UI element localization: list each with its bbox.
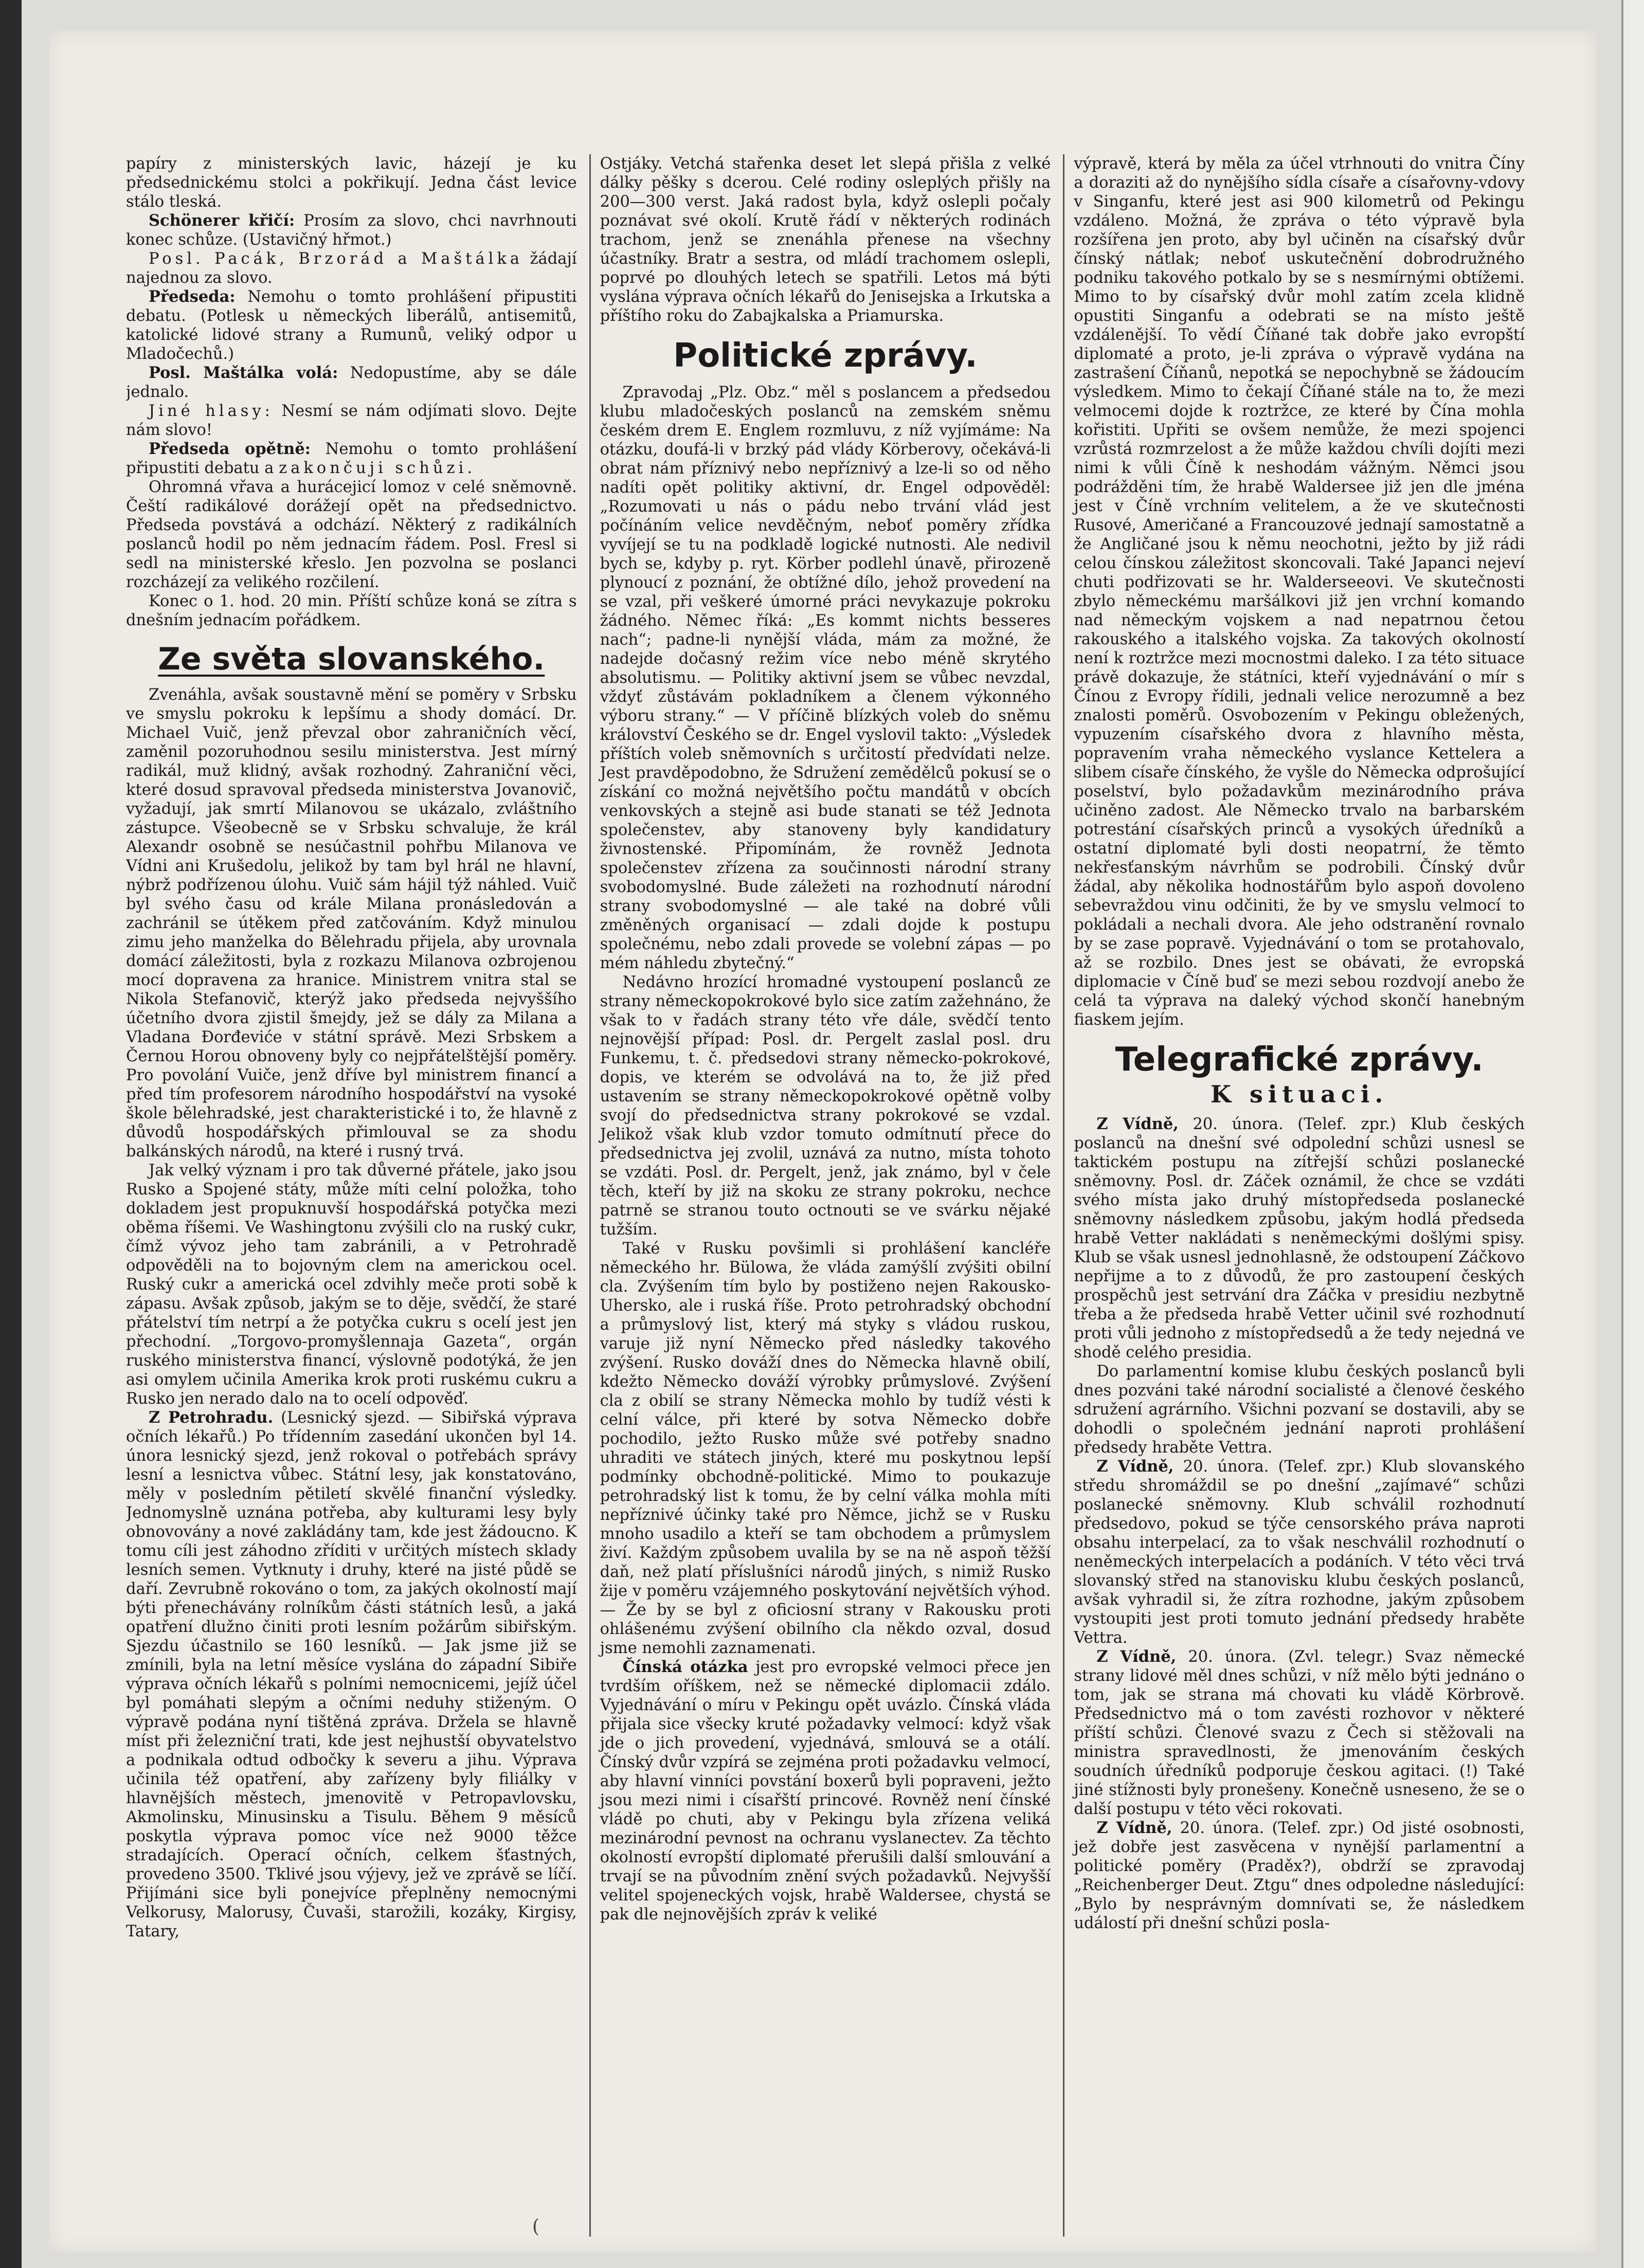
article-text bbox=[1074, 1647, 1525, 1819]
dispatch-text: 20. února. (Zvl. telegr.) Svaz německé strany lidové měl dnes schůzi, v níž mělo býti jednáno o tom, jak se strana má chovati ku vládě Körbrově. Předsednictvo má o tom zavésti rozhovor v některé příští schůzi. Členové svazu z Čech si stěžovali na ministra spravedlnosti, že jmenováním českých soudních úředníků podporuje českou agitaci. (!) Také jiné stížnosti byly pronešeny. Konečně usneseno, že se o další postupu v této věci rokovati. bbox=[1074, 1648, 1525, 1818]
dateline: Z Vídně, bbox=[1096, 1819, 1172, 1837]
speech-text: Nemohu o tomto prohlášení připustiti debatu a bbox=[126, 440, 577, 477]
article-text: Nedávno hrozící hromadné vystoupení poslanců ze strany německopokrokové bylo sice zatím zažehnáno, že však to v řadách strany této vře dále, svědčí tento nejnovější případ: Posl. dr. Pergelt zaslal posl. dru Funkemu, t. č. předsedovi strany německo-pokrokové, dopis, ve kterém se odvolává na to, že již před ustavením se strany německopokrokové opětně volby svojí do předsednictva strany pokrokové se vzdal. Jelikož však klub vzdor tomuto odmítnutí přece do předsednictva jej zvolil, uznává za nutno, místa tohoto se vzdáti. Posl. dr. Pergelt, jenž, jak známo, byl v čele těch, kteří by již na skoku ze strany pokroku, nechce patrně se stranou touto octnouti se ve svárku nějaké tužším. bbox=[600, 973, 1051, 1239]
topic-label: Čínská otázka bbox=[622, 1658, 748, 1676]
speaker-names: Posl. Pacák, Brzorád a Maštálka bbox=[149, 250, 523, 268]
article-text bbox=[126, 211, 577, 249]
dispatch-text: 20. února. (Telef. zpr.) Klub českých poslanců na dnešní své odpolední schůzi usnesl se taktickém postupu na zítřejší schůzi poslanecké sněmovny. Posl. dr. Záček oznámil, že chce se vzdáti svého místa jako druhý místopředseda poslanecké sněmovny následkem způsobu, jakým hodlá předseda hrabě Vetter nakládati s neněmeckými došlými spisy. Klub se však usnesl jednohlasně, že odstoupení Záčkovo nepřijme a to z důvodů, že pro zastoupení českých prospěchů jest setrvání dra Záčka v presidiu nezbytně třeba a že předseda hrabě Vetter učinil své rozhodnutí proti vůli jednoho z místopředsedů a že tedy nejedná ve shodě celého presidia. bbox=[1074, 1115, 1525, 1362]
article-text: Také v Rusku povšimli si prohlášení kancléře německého hr. Bülowa, že vláda zamýšlí zvýšiti obilní cla. Zvýšením tím bylo by postiženo nejen Rakousko-Uhersko, ale i ruská říše. Proto petrohradský obchodní a průmyslový list, který má styky s vládou ruskou, varuje již nyní Německo před následky takového zvýšení. Rusko dováží dnes do Německa hlavně obilí, kdežto Německo dováží výrobky průmyslové. Zvýšení cla z obilí se strany Německa mohlo by tudíž vésti k celní válce, při které by sotva Německo dobře pochodilo, ježto Rusko může své potřeby snadno uhraditi ve státech jiných, které mu poskytnou lepší podmínky obchodně-politické. Mimo to poukazuje petrohradský list k tomu, že by celní válka mohla míti nepříznivé účinky také pro Němce, jichž se v Rusku mnoho usadilo a kteří se tam obchodem a průmyslem živí. Každým způsobem uvalila by se na ně aspoň těžší daň, než platí příslušníci národů jiných, s nimiž Rusko žije v poměru vzájemného poskytování největších výhod. — Že by se byl z oficiosní strany v Rakousku proti ohlášenému zvýšení obilního cla někdo ozval, dosud jsme nemohli zaznamenati. bbox=[600, 1240, 1051, 1657]
dispatch-text: 20. února. (Telef. zpr.) Od jisté osobnosti, jež dobře jest zasvěcena v nynější parlamentní a politické poměry (Praděx?), obdrží se zpravodaj „Reichenberger Deut. Ztgu“ dnes odpoledne následující: „Bylo by nesprávným domnívati se, že následkem událostí při dnešní schůzi posla- bbox=[1074, 1819, 1525, 1932]
article-text bbox=[126, 440, 577, 478]
scan-right-edge bbox=[1621, 0, 1644, 2268]
article-text: papíry z ministerských lavic, házejí je ku předsednickému stolci a pokřikují. Jedna část levice stálo tleská. bbox=[126, 155, 577, 211]
section-heading-telegraphic-news: Telegrafické zprávy. bbox=[1115, 1041, 1484, 1079]
article-text: Do parlamentní komise klubu českých poslanců byli dnes pozváni také národní socialisté a členové českého sdružení agrárního. Všichni pozvaní se dostavili, aby se dohodli o společném jednání naproti prohlášení předsedy hraběte Vettra. bbox=[1074, 1363, 1525, 1457]
article-text bbox=[1074, 1457, 1525, 1647]
subheading-situation: K situaci. bbox=[1210, 1080, 1388, 1108]
dispatch-text: (Lesnický sjezd. — Sibiřská výprava očních lékařů.) Po třídenním zasedání ukončen byl 14. února lesnický sjezd, jenž rokoval o potřebách správy lesní a lesnictva vůbec. Státní lesy, jak konstatováno, měly v posledním pětiletí skvělé finanční výsledky. Jednomyslně uznána potřeba, aby kulturami lesy byly obnovovány a nové zakládány tam, kde jest žádoucno. K tomu cíli jest záhodno zříditi v určitých místech sklady lesních semen. Vytknuty i druhy, které na jisté půdě se daří. Zevrubně rokováno o tom, za jakých okolností mají býti přenechávány rolníkům části státních lesů, a jaká opatření dlužno činiti proti lesním požárům sibiřským. Sjezdu účastnilo se 160 lesníků. — Jak jsme již se zmínili, byla na letní měsíce vyslána do západní Sibiře výprava očních lékařů s polními nemocnicemi, jejíž účel byl pomáhati slepým a očními neduhy stiženým. O výpravě podána nyní tištěná zpráva. Držela se hlavně míst při železniční trati, kde jest nejhustší obyvatelstvo a podnikala odtud odbočky k severu a jihu. Výprava učinila též opatření, aby zařízeny byly filiálky v hlavnějších městech, jmenovitě v Petropavlovsku, Akmolinsku, Minusinsku a Tisulu. Během 9 měsíců poskytla výprava pomoc více než 9000 těžce stradajících. Operací očních, celkem šťastných, provedeno 3500. Tklivé jsou výjevy, jež ve zprávě se líčí. Přijímáni sice byli ponejvíce přeplněny nemocnými Velkorusy, Malorusy, Čuvaši, starožili, kozáky, Kirgisy, Tatary, bbox=[126, 1409, 577, 1940]
speaker-label: Jiné hlasy: bbox=[149, 402, 274, 420]
dateline: Z Vídně, bbox=[1096, 1457, 1174, 1476]
section-heading-slavic-world: Ze světa slovanského. bbox=[158, 641, 545, 677]
article-text bbox=[1074, 1819, 1525, 1933]
article-text bbox=[1074, 1115, 1525, 1362]
scan-binding-edge bbox=[0, 0, 22, 2268]
speech-text: Prosím za slovo, chci navrhnouti konec schůze. (Ustavičný hřmot.) bbox=[126, 212, 577, 249]
dateline: Z Vídně, bbox=[1096, 1647, 1177, 1666]
speaker-label: Posl. Maštálka volá: bbox=[149, 364, 338, 382]
article-text bbox=[600, 1658, 1051, 1924]
speech-text: Nemohu o tomto prohlášení připustiti debatu. (Potlesk u německých liberálů, antisemitů, katolické lidové strany a Rumunů, veliký odpor u Mladočechů.) bbox=[126, 288, 577, 363]
article-text: Ostjáky. Vetchá stařenka deset let slepá přišla z velké dálky pěšky s dcerou. Celé rodiny osleplých přišly na 200—300 verst. Jaká radost byla, když oslepli počaly poznávat své okolí. Krutě řádí v některých rodinách trachom, jenž se znenáhla přenese na všechny účastníky. Bratr a sestra, od mládí trachomem oslepli, poprvé po dlouhých letech se spatřili. Letos má býti vyslána výprava očních lékařů do Jenisejska a Irkutska a příštího roku do Zabajkalska a Priamurska. bbox=[600, 155, 1051, 325]
article-text: Zpravodaj „Plz. Obz.“ měl s poslancem a předsedou klubu mladočeských poslanců na zemském sněmu českém drem E. Englem rozmluvu, z níž vyjímáme: Na otázku, doufá-li v brzký pád vlády Körberovy, očekává-li obrat nám příznivý nebo nepříznivý a lze-li so od něho nadíti opět politiky aktivní, dr. Engel odpověděl: „Rozumovati u nás o pádu nebo trvání vlád jest počínáním velice nevděčným, neboť poměry zřídka vyvíjejí se tu na podkladě logické nutnosti. Ale nedivil bych se, kdyby p. ryt. Körber podlehl únavě, přirozeně plynoucí z poznání, že obtížné dílo, jehož provedení na se vzal, při veškeré úmorné práci nevykazuje pokroku žádného. Němec říká: „Es kommt nichts besseres nach“; padne-li nynější vláda, mám za možné, že nadejde dočasný režim více nebo méně skrytého absolutismu. — Politiky aktivní jsem se vůbec nevzdal, vždyť zůstávám pokladníkem a členem výkonného výboru strany.“ — V příčině blízkých voleb do sněmu království Českého se dr. Engel vyslovil takto: „Výsledek příštích voleb sněmovních s určitostí předvídati nelze. Jest pravděpodobno, že Sdružení zemědělců pokusí se o získání co možná největšího počtu mandátů v obcích venkovských a stejně asi bude stanati se též Jednota společenstev, aby stanoveny byly kandidatury živnostenské. Připomínám, že rovněž Jednota společenstev zřízena za součinnosti národní strany svobodomyslné. Bude záležeti na rozhodnutí národní strany svobodomyslné — ale také na dobré vůli změněných organisací — zdali dojde k postupu společnému, nebo zdali provede se volební zápas — po mém náhledu zbytečný.“ bbox=[600, 384, 1051, 972]
speaker-label: Předseda: bbox=[149, 287, 236, 306]
speech-text: Nesmí se nám odjímati slovo. Dejte nám slovo! bbox=[126, 402, 577, 439]
article-text bbox=[126, 364, 577, 402]
article-text: Jak velký význam i pro tak důverné přátele, jako jsou Rusko a Spojené státy, může míti celní položka, toho dokladem jest propuknuvší hospodářská potyčka mezi oběma říšemi. Ve Washingtonu zvýšili clo na ruský cukr, čímž vývoz jeho tam zabránili, a v Petrohradě odpověděli na to bojovným clem na americkou ocel. Ruský cukr a americká ocel zdvihly meče proti sobě k zápasu. Avšak způsob, jakým se to děje, svědčí, že staré přátelství tím netrpí a že potyčka cukru s ocelí jest jen přechodní. „Torgovo-promyšlennaja Gazeta“, orgán ruského ministerstva financí, výslovně podotýká, že jen asi omylem učinila Amerika krok proti ruskému cukru a Rusko jen nerado dalo na to ocelí odpověď. bbox=[126, 1162, 577, 1408]
article-text: Konec o 1. hod. 20 min. Příští schůze koná se zítra s dnešním jednacím pořádkem. bbox=[126, 592, 577, 629]
article-text: Zvenáhla, avšak soustavně mění se poměry v Srbsku ve smyslu pokroku k lepšímu a shody domácí. Dr. Michael Vuič, jenž převzal obor zahraničních věcí, zaměnil pozoruhodnou sesilu ministerstva. Jest mírný radikál, muž klidný, avšak rozhodný. Zahraniční věci, které dosud spravoval předseda ministerstva Jovanovič, vyžadují, jak smrtí Milanovou se ukázalo, zvláštního zástupce. Všeobecně se v Srbsku schvaluje, že král Alexandr osobně se nesúčastnil pohřbu Milanova ve Vídni ani Krušedolu, jelikož by tam byl hrál ne hlavní, nýbrž podřízenou úlohu. Vuič sám hájil týž náhled. Vuič byl svého času od krále Milana pronásledován a zachránil se útěkem před zatčováním. Když minulou zimu jeho manželka do Bělehradu přijela, aby urovnala domácí záležitosti, byla z rozkazu Milanova ozbrojenou mocí dopravena za hranice. Ministrem vnitra stal se Nikola Stefanovič, kterýž jako předseda nejvyššího účetního dvora zjistil šmejdy, jež se dály za Milana a Vladana Đorđeviće v státní správě. Mezi Srbskem a Černou Horou obnoveny byly co nejpřátelštější poměry. Pro povolání Vuiče, jenž dříve byl ministrem financí a před tím profesorem národního hospodářství na vysoké škole bělehradské, jest charakteristické i to, že hlavně z důvodů hospodářských přimlouval se za shodu balkánských národů, na které i rusný trvá. bbox=[126, 686, 577, 1160]
article-text bbox=[126, 287, 577, 364]
article-text: Ohromná vřava a hurácejicí lomoz v celé sněmovně. Čeští radikálové dorážejí opět na předsednictvo. Předseda povstává a odchází. Některý z radikálních poslanců hodil po něm jednacím řádem. Posl. Fresl si sedl na ministerské křeslo. Jen pozvolna se poslanci rozcházejí za velikého rozčilení. bbox=[126, 478, 577, 591]
article-text bbox=[126, 402, 577, 440]
speech-text: žádají najednou za slovo. bbox=[126, 250, 577, 287]
speaker-label: Předseda opětně: bbox=[149, 440, 311, 458]
column-2 bbox=[589, 154, 1051, 2237]
article-text bbox=[126, 1408, 577, 1941]
emphasis-text: zakončuji schůzi. bbox=[279, 459, 476, 477]
newspaper-page bbox=[49, 31, 1597, 2252]
speech-text: Nedopustíme, aby se dále jednalo. bbox=[126, 364, 577, 401]
columns bbox=[126, 154, 1525, 2237]
column-3 bbox=[1063, 154, 1525, 2237]
speaker-label: Schönerer křičí: bbox=[149, 211, 295, 230]
dispatch-text: 20. února. (Telef. zpr.) Klub slovanského středu shromáždil se po dnešní „zajímavé“ schůzi poslanecké sněmovny. Klub schválil rozhodnutí předsedovo, pokud se týče censorského práva naproti obsahu interpelací, za to však neschválil rozhodnutí o neněmeckých interpelacích a podáních. V této věci trvá slovanský střed na stanovisku klubu českých poslanců, avšak vyhradil si, že zítra rozhodne, jakým způsobem vystoupiti jest proti tomuto jednání předsedy hraběte Vettra. bbox=[1074, 1458, 1525, 1647]
dateline: Z Petrohradu. bbox=[149, 1408, 274, 1427]
article-text: výpravě, která by měla za účel vtrhnouti do vnitra Číny a doraziti až do nynějšího sídla císaře a císařovny-vdovy v Singanfu, které jest asi 900 kilometrů od Pekingu vzdáleno. Možná, že zpráva o této výpravě byla rozšířena jen proto, aby byl učiněn na císařský dvůr čínský nátlak; neboť uskutečnění dobrodružného podniku takového potkalo by se s nesmírnými obtížemi. Mimo to by císařský dvůr mohl zatím zcela klidně opustiti Singanfu a odebrati se na místo ještě vzdálenější. To vědí Číňané tak dobře jako evropští diplomaté a proto, je-li zpráva o výpravě vydána na zastrašení Číňanů, nepotká se nepochybně se žádoucím výsledkem. Mimo to čekají Číňané stále na to, že mezi velmocemi dojde k roztržce, ze které by Čína mohla kořistiti. Upřiti se ovšem nemůže, že mezi spojenci vzrůstá rozmrzelost a že může každou chvíli dojíti mezi nimi k vůli Číně k neshodám vážným. Němci jsou podrážděni tím, že hrabě Waldersee již jen dle jména jest v Číně vrchním velitelem, a že ve skutečnosti Rusové, Američané a Francouzové jednají samostatně a že Angličané jsou k němu neochotni, ježto by již rádi celou čínskou záležitost skoncovali. Také Japanci nejeví chuti podřizovati se hr. Walderseeovi. Ve skutečnosti zbylo německému maršálkovi již jen vrchní komando nad německým vojskem a nad nepatrnou četou rakouského a italského vojska. Za takových okolností není k roztržce mezi mocnostmi daleko. I za této situace právě dokazuje, že státníci, kteří vyjednávání o mír s Čínou z Evropy řídili, jednali velice nerozumně a bez znalosti poměrů. Osvobozením v Pekingu obležených, vypuzením císařského dvora z hlavního města, popravením vraha německého vyslance Kettelera a slibem císaře čínského, že vyšle do Německa odprošující poselství, bylo požadavkům mezinárodního práva učiněno zadost. Ale Německo trvalo na barbarském potrestání císařských princů a vysokých úředníků a ostatní diplomaté byli dosti neopatrní, že těmto nekřesťanským návrhům se podrobili. Čínský dvůr žádal, aby několika hodnostářům bylo aspoň dovoleno sebevraždou vinu odčiniti, že by ve smyslu velmocí to pokládali a nechali dvora. Ale jeho odstranění rovnalo by se zase popravě. Vyjednávání o tom se protahovalo, až se rozbilo. Dnes jest se obávati, že evropská diplomacie v Číně buď se mezi sebou rozdvojí anebo že celá ta výprava na daleký východ skončí hanebným fiaskem jejím. bbox=[1074, 155, 1525, 1029]
section-heading-political-news: Politické zprávy. bbox=[673, 337, 978, 375]
column-1 bbox=[126, 154, 577, 2237]
dateline: Z Vídně, bbox=[1096, 1115, 1179, 1133]
article-text bbox=[126, 249, 577, 287]
dispatch-text: jest pro evropské velmoci přece jen tvrdším oříškem, než se německé diplomacii zdálo. Vyjednávání o míru v Pekingu opět uvázlo. Čínská vláda přijala sice všecky kruté požadavky velmocí: když však jde o jich provedení, vyjednává, smlouvá se a otálí. Čínský dvůr vzpírá se zejména proti požadavku velmocí, aby hlavní vinníci povstání boxerů byli popraveni, ježto jsou mezi nimi i císařští princové. Rovněž není čínské vládě po chuti, aby v Pekingu byla zřízena veliká mezinárodní pevnost na ochranu vyslanectev. Za těchto okolností evropští diplomaté přerušili další smlouvání a trvají se na původním znění svých požadavků. Nejvyšší velitel spojeneckých vojsk, hrabě Waldersee, chystá se pak dle nejnovějších zpráv k veliké bbox=[600, 1658, 1051, 1924]
page-mark: ( bbox=[532, 2216, 540, 2237]
